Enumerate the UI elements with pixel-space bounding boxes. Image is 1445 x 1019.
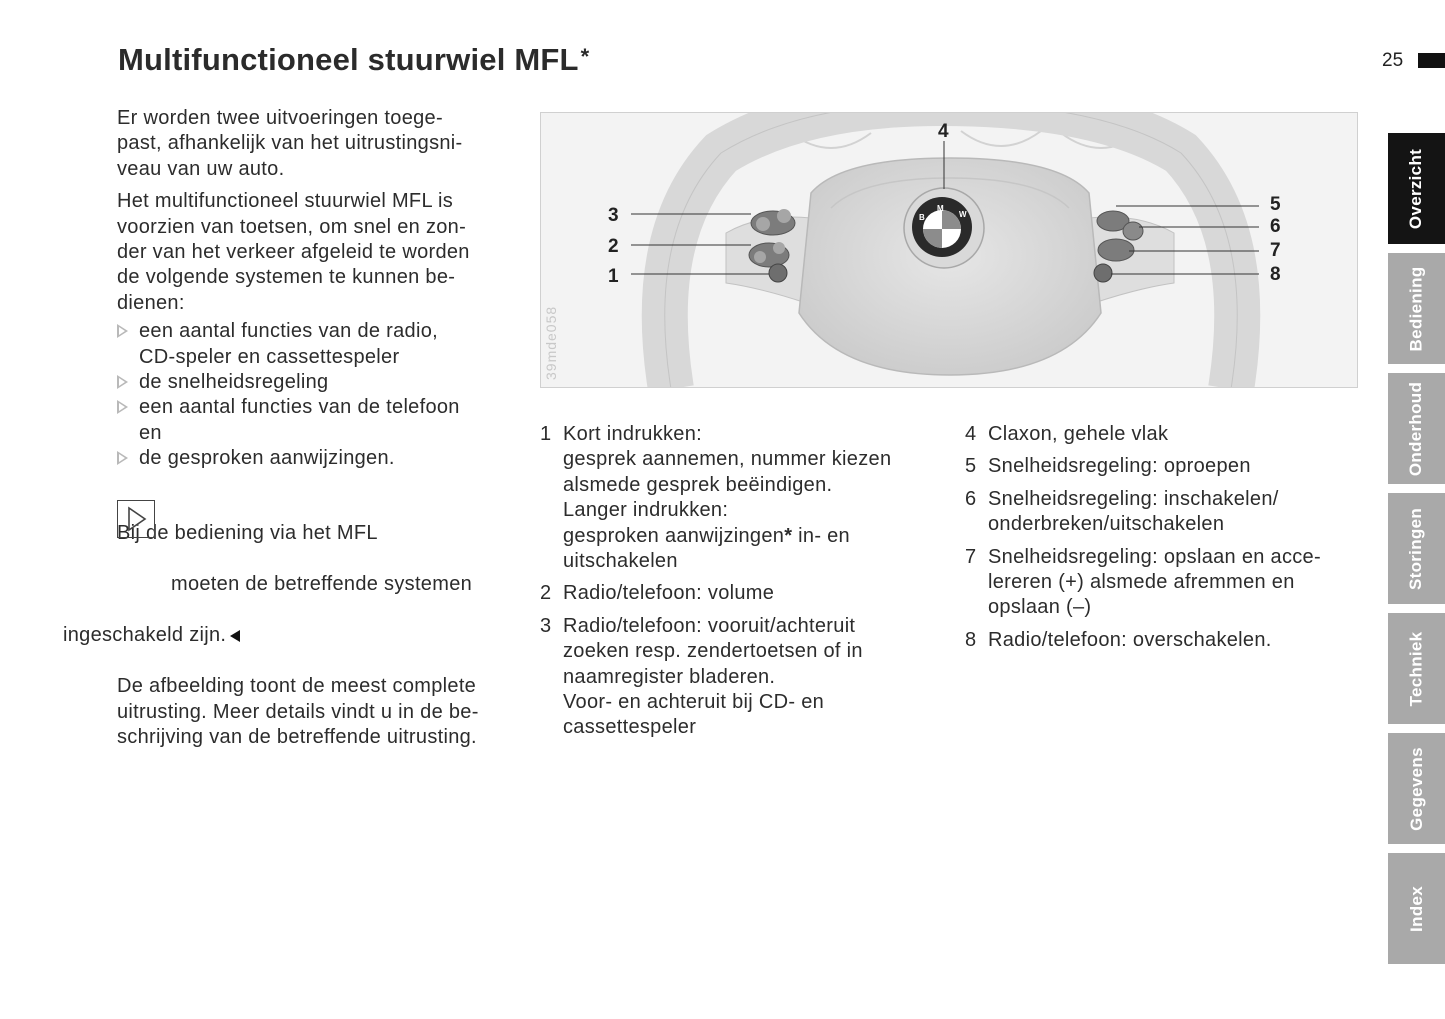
figure-code: 39mde058 — [543, 305, 559, 380]
intro-column — [63, 106, 527, 757]
triangle-bullet-icon — [117, 324, 128, 338]
callout-2: 2 — [608, 236, 619, 257]
legend-item-3: 3 Radio/telefoon: vooruit/achteruit zoeken resp. zendertoetsen of in naamregister bladeren. Voor- en achteruit bij CD- en cassettespeler — [540, 614, 863, 739]
legend-item-1: 1 Kort indrukken: gesprek aannemen, nummer kiezen alsmede gesprek beëindigen. Langer indrukken: gesproken aanwijzingen* in- en uitschakelen — [540, 423, 892, 573]
callout-6: 6 — [1270, 216, 1281, 237]
callout-5: 5 — [1270, 194, 1281, 215]
tab-bediening[interactable]: Bediening — [1388, 253, 1445, 364]
legend-item-8: 8 Radio/telefoon: overschakelen. — [965, 628, 1272, 651]
note-box — [63, 496, 527, 648]
legend-middle — [540, 422, 950, 748]
tab-storingen[interactable]: Storingen — [1388, 493, 1445, 604]
chapter-tabs — [1388, 0, 1445, 1019]
tab-onderhoud[interactable]: Onderhoud — [1388, 373, 1445, 484]
note-line-3: ingeschakeld zijn. — [63, 623, 227, 646]
legend-right — [965, 422, 1365, 660]
radio-telephone-button — [1094, 264, 1112, 282]
intro-paragraph-3: De afbeelding toont de meest complete uitrusting. Meer details vindt u in de be- schrijving van de betreffende uitrusting. — [117, 675, 479, 748]
callout-1: 1 — [608, 266, 619, 287]
callout-3: 3 — [608, 205, 619, 226]
tab-index[interactable]: Index — [1388, 853, 1445, 964]
logo-letter-w: W — [959, 210, 967, 219]
cruise-on-off-button — [1123, 222, 1143, 240]
phone-button — [769, 264, 787, 282]
logo-letter-b: B — [919, 213, 925, 222]
legend-item-6: 6 Snelheidsregeling: inschakelen/ onderbreken/uitschakelen — [965, 487, 1279, 536]
tab-techniek[interactable]: Techniek — [1388, 613, 1445, 724]
list-item: een aantal functies van de telefoon en — [117, 395, 527, 446]
list-item: de gesproken aanwijzingen. — [117, 446, 527, 471]
legend-item-7: 7 Snelheidsregeling: opslaan en acce- lereren (+) alsmede afremmen en opslaan (–) — [965, 545, 1321, 619]
triangle-bullet-icon — [117, 451, 128, 465]
tab-overzicht[interactable]: Overzicht — [1388, 133, 1445, 244]
title-asterisk: * — [580, 44, 590, 69]
callout-7: 7 — [1270, 240, 1281, 261]
list-item: een aantal functies van de radio, CD-speler en cassettespeler — [117, 319, 527, 370]
note-line-1: Bij de bediening via het MFL — [117, 522, 378, 545]
end-mark-icon — [230, 630, 240, 642]
note-play-icon — [117, 500, 155, 538]
page-title: Multifunctioneel stuurwiel MFL* — [118, 42, 590, 77]
systems-list — [117, 319, 527, 471]
tab-gegevens[interactable]: Gegevens — [1388, 733, 1445, 844]
legend-item-2: 2 Radio/telefoon: volume — [540, 582, 775, 605]
callout-4: 4 — [938, 121, 949, 142]
triangle-bullet-icon — [117, 400, 128, 414]
steering-wheel-illustration — [541, 113, 1358, 388]
legend-item-5: 5 Snelheidsregeling: oproepen — [965, 455, 1251, 478]
intro-paragraph-2: Het multifunctioneel stuurwiel MFL is voorzien van toetsen, om snel en zon- der van het verkeer afgeleid te worden de volgende systemen te kunnen be- dienen: — [117, 190, 470, 314]
triangle-bullet-icon — [117, 375, 128, 389]
intro-paragraph-1: Er worden twee uitvoeringen toege- past, afhankelijk van het uitrustingsni- veau van uw auto. — [117, 107, 463, 180]
steering-wheel-figure — [540, 112, 1358, 388]
page-number: 25 — [1382, 50, 1404, 71]
logo-letter-m: M — [937, 204, 944, 213]
note-line-2: moeten de betreffende systemen — [171, 572, 473, 595]
list-item: de snelheidsregeling — [117, 370, 527, 395]
cruise-set-buttons — [1098, 239, 1134, 261]
callout-8: 8 — [1270, 264, 1281, 285]
legend-item-4: 4 Claxon, gehele vlak — [965, 423, 1169, 445]
